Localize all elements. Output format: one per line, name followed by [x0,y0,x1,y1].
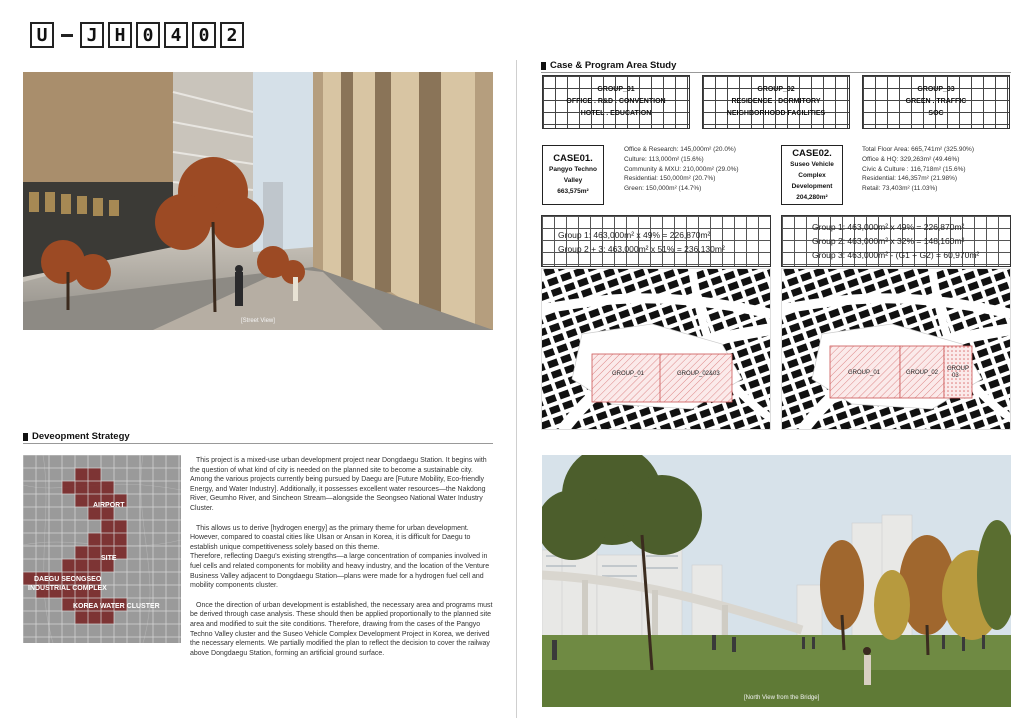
header-marker-icon [23,433,28,441]
title-char: J [80,22,104,48]
map-label: GROUP_01 [612,371,645,377]
case-study-header-text: Case & Program Area Study [550,60,677,71]
map-label-water-cluster: KOREA WATER CLUSTER [73,603,160,610]
formula-line: Group 1: 463,000m² x 49% = 226,870m² [558,230,711,240]
case-study-header [541,60,676,71]
stat-line: Culture: 113,000m² (15.6%) [624,155,704,163]
title-char: U [30,22,54,48]
group-programs-line: HOTEL . EDUCATION [580,110,652,117]
group-01-box [542,75,690,129]
map-label-airport: AIRPORT [93,502,125,509]
stat-line: Total Floor Area: 665,741m² (325.90%) [862,146,975,153]
stat-line: Green: 150,000m² (14.7%) [624,185,702,193]
case02-figure-ground-map [781,268,1011,430]
header-rule [541,72,1011,73]
formula-line: Group 3: 463,000m² - (G1 + G2) = 60,970m² [812,250,980,260]
case-id: CASE01. [553,153,593,164]
development-text [190,456,496,668]
map-label-seongseo: DAEGU SEONGSEO [34,576,102,583]
map-label: 03 [952,373,959,379]
paragraph [190,524,496,591]
stat-line: Retail: 73,403m² (11.03%) [862,185,938,193]
north-view-caption: [North View from the Bridge] [744,695,820,701]
paragraph-line: Among the various projects currently being pursued by Daegu are [Future Mobility, Eco-friendly Energy, and Water Industry]. Additionally, it possesses excellent water resources—the Nakdong River, Geumho River, and Sincheon Stream—alongside the Seongseo National Water Industry Cluster. [190,476,486,512]
formula-line: Group 2: 463,000m² x 32% = 148,160m² [812,236,965,246]
case02-stats [862,145,1012,194]
header-marker-icon [541,62,546,70]
street-view-image [23,72,493,330]
group-03-box [862,75,1010,129]
title-char: 0 [192,22,216,48]
title-char: 4 [164,22,188,48]
case01-formula-box [541,215,771,267]
stat-line: Residential: 150,000m² (20.7%) [624,175,716,183]
group-name: GROUP_03 [917,86,955,93]
map-label: GROUP_02 [906,370,939,376]
map-label: GROUP_01 [848,370,881,376]
formula-line: Group 1: 463,000m² x 49% = 226,870m² [812,222,965,232]
case01-stats [624,145,774,194]
map-label-site: SITE [101,555,117,562]
case-area: 204,280m² [796,193,828,201]
paragraph-line: Once the direction of urban development is established, the necessary area and programs must be derived through case analysis. These should then be applied proportionally to the planned site area and modified to suit the site conditions. Therefore, drawing from the cases of the Pangyo Techno Valley cluster and the Suseo Vehicle Complex Development Project in Korea, we derived the necessary elements. We partially modified the plan to reflect the decision to cover the railway above Dongdaegu Station, forming an artificial ground surface. [190,601,493,657]
development-header-text: Deveopment Strategy [32,431,130,442]
case-name-line: Valley [563,177,583,184]
case01-figure-ground-map [541,268,771,430]
title-char: 2 [220,22,244,48]
group-name: GROUP_01 [597,86,635,93]
title-char: 0 [136,22,160,48]
group-name: GROUP_02 [757,86,795,93]
group-programs-line: NEIGHBORHOOD FACILITIES [726,110,826,117]
group-programs-line: GREEN . TRAFFIC [905,98,967,105]
stat-line: Office & Research: 145,000m² (20.0%) [624,146,736,153]
case-name-line: Pangyo Techno [549,166,597,173]
map-label-seongseo: INDUSTRIAL COMPLEX [28,585,107,592]
case-name-line: Suseo Vehicle [790,160,834,168]
paragraph-line: This project is a mixed-use urban development project near Dongdaegu Station. It begins with the question of what kind of city is needed on the planned site to become a sustainable city. [190,457,487,474]
street-view-caption: [Street View] [241,318,275,324]
stat-line: Residential: 146,357m² (21.98%) [862,175,958,183]
stat-line: Civic & Culture : 116,718m² (15.6%) [862,165,966,173]
stat-line: Community & MXU: 210,000m² (29.0%) [624,165,739,173]
development-header [23,431,130,442]
north-view-image [542,455,1011,707]
stat-line: Office & HQ: 329,263m² (49.46%) [862,155,960,163]
case02-formula-box [781,215,1011,267]
formula-line: Group 2 + 3: 463,000m² x 51% = 236,130m² [558,244,725,254]
case02-label-box [781,145,843,205]
case-name-line: Development [791,182,833,190]
group-programs-line: RESIDENCE . DORMITORY [731,98,821,105]
case-id: CASE02. [792,147,832,159]
header-rule [23,443,493,444]
map-label: GROUP [947,366,970,372]
title-char: H [108,22,132,48]
paragraph-line: Therefore, reflecting Daegu's existing strengths—a large concentration of companies involved in fuel cells and related components for mobility and heavy industry, and the location of the Venture Business Valley adjacent to Dongdaegu Station—plans were made for a hydrogen fuel cell and mobility components cluster. [190,553,490,590]
paragraph-line: This allows us to derive [hydrogen energy] as the primary theme for urban development. However, compared to coastal cities like Ulsan or Ansan in Korea, it is difficult for Daegu to establish unique competitiveness solely based on this theme. [190,524,471,551]
group-programs-line: SOC [928,110,944,117]
paragraph [190,601,496,659]
development-site-map [23,455,181,643]
group-programs-line: OFFICE . R&D . CONVENTION [566,98,666,105]
title-dash [61,34,73,37]
page-divider [516,60,517,718]
paragraph [190,456,496,514]
project-code [30,22,244,48]
case-name-line: Complex [798,171,826,179]
map-label: GROUP_02&03 [677,371,720,377]
group-02-box [702,75,850,129]
case01-label-box [542,145,604,205]
case-area: 663,575m² [557,188,589,195]
